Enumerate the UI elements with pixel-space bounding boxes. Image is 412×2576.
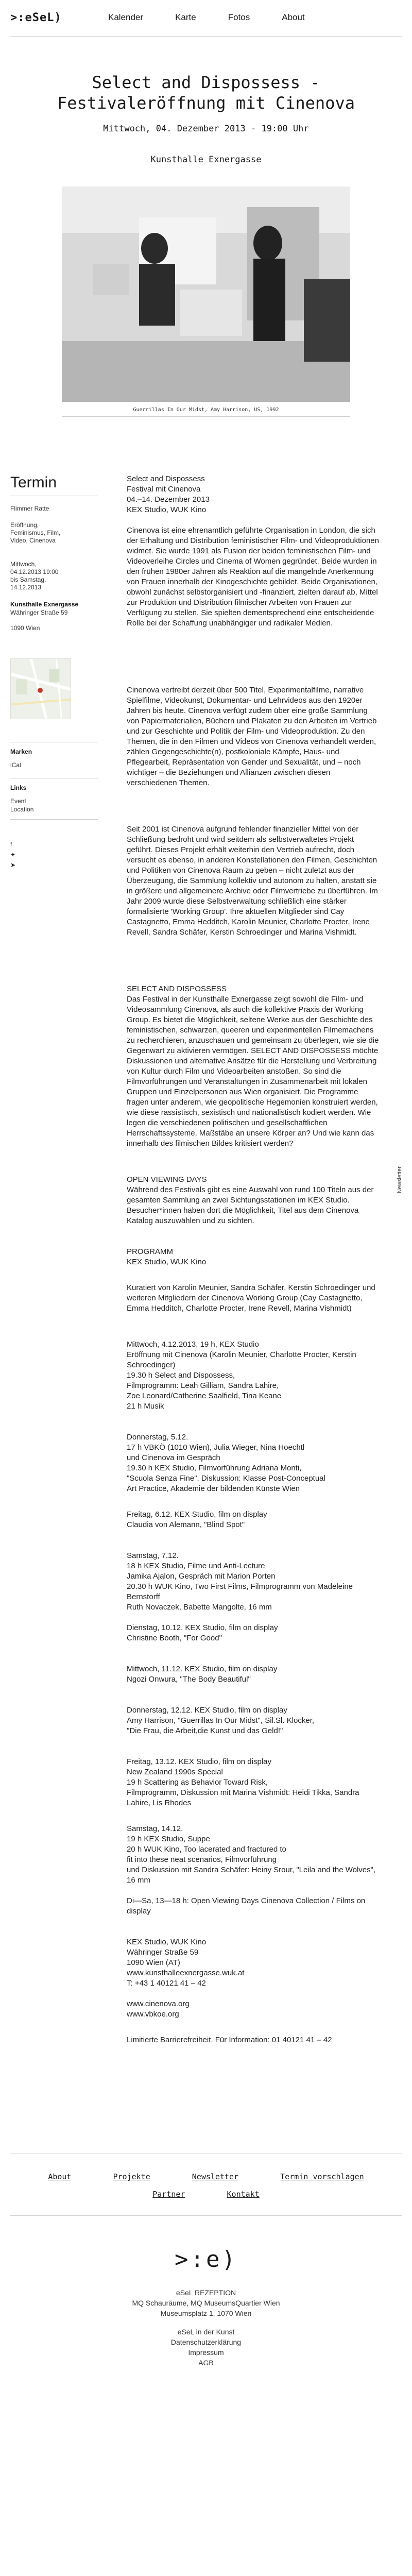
sidebar-link-location[interactable]: Location xyxy=(10,806,34,813)
photo-caption: Guerrillas In Our Midst, Amy Harrison, US, 1992 xyxy=(133,407,279,413)
footer-link-about[interactable]: About xyxy=(48,2172,72,2181)
nav-item-karte[interactable]: Karte xyxy=(175,12,196,22)
footer-meta-datenschutz[interactable]: Datenschutzerklärung xyxy=(170,2338,242,2346)
footer-org-line1: eSeL REZEPTION xyxy=(176,2289,236,2297)
location-map[interactable] xyxy=(10,658,71,719)
footer-meta-impressum[interactable]: Impressum xyxy=(188,2348,224,2357)
sidebar-dates: Mittwoch, 04.12.2013 19:00 bis Samstag, 14.12.2013 xyxy=(10,561,59,591)
article-paragraph-9: Donnerstag, 5.12. 17 h VBKÖ (1010 Wien), Julia Wieger, Nina Hoechtl und Cinenova im Gespräch 19.30 h KEX Studio, Filmvorführung Adriana Monti, "Scuola Senza Fine". Diskussion: Klasse Post-Conceptual Art Practice, Akademie der bildenden Künste Wien xyxy=(127,1433,325,1493)
article-intro: Select and Dispossess Festival mit Cinenova 04.–14. Dezember 2013 KEX Studio, WUK Kino xyxy=(127,474,210,514)
event-title xyxy=(21,72,391,113)
nav-item-fotos[interactable]: Fotos xyxy=(228,12,250,22)
footer-link-newsletter[interactable]: Newsletter xyxy=(192,2172,239,2181)
article-paragraph-2: Cinenova vertreibt derzeit über 500 Titel, Experimentalfilme, narrative Spielfilme, Videokunst, Dokumentar- und Lehrvideos aus den 1920er Jahren bis heute. Cinenova verfügt zudem über eine große Sammlung von Papiermaterialien, Büchern und Plakaten zu den Arbeiten im Vertrieb und zur Geschichte und Politik der Film- und Videoproduktion. Zu den Themen, die in den Filmen und Videos von Cinenova verhandelt werden, zählen Gegengeschichte(n), postkoloniale Kämpfe, Haus- und Pflegearbeit, Repräsentation von Gender und Sexualität, und – noch wichtiger – die Beziehungen und Allianzen zwischen diesen verschiedenen Themen. xyxy=(127,686,377,787)
event-photo xyxy=(62,187,350,402)
sidebar-markers-label: Marken xyxy=(10,748,32,755)
sidebar-location-addr1: Währinger Straße 59 xyxy=(10,609,68,616)
article-paragraph-15: Freitag, 13.12. KEX Studio, film on display New Zealand 1990s Special 19 h Scattering as Behavior Toward Risk, Filmprogramm, Diskussion mit Marina Vishmidt: Heidi Tikka, Sandra Lahire, Lis Rhodes xyxy=(127,1757,359,1807)
article-paragraph-4: SELECT AND DISPOSSESS Das Festival in der Kunsthalle Exnergasse zeigt sowohl die Film- und Videosammlung Cinenova, als auch die kollektive Praxis der Working Group. Es bietet die Möglichkeit, seltene Werke aus der Geschichte des feministischen, schwarzen, queeren und experimentellen Filmemachens zu recherchieren, anzuschauen und gemeinsam zu überlegen, wie sie die Gegenwart zu aktivieren vermögen. SELECT AND DISPOSSESS möchte Diskussionen und alternative Ansätze für die Herstellung und Verbreitung von Kultur durch Film und Videoarbeiten anstoßen. So sind die Filmvorführungen und Veranstaltungen in Zusammenarbeit mit lokalen Gruppen und Einzelpersonen aus Wien organisiert. Die Programme fragen unter anderem, wie geopolitische Hegemonien konstruiert werden, wie diese rassistisch, sexistisch und nationalistisch kodiert werden. Wie legen die verschiedenen politischen und gesellschaftlichen Herrschaftssysteme, Maßstäbe an unsere Körper an? Und wie kann das innerhalb des filmischen Bildes kritisiert werden? xyxy=(127,985,379,1148)
twitter-icon[interactable]: ✦ xyxy=(10,851,16,858)
article-paragraph-5: OPEN VIEWING DAYS Während des Festivals gibt es eine Auswahl von rund 100 Titeln aus der gesamten Sammlung an zwei Sichtungsstationen im KEX Studio. Besucher*innen haben dort die Möglichkeit, Titel aus dem Cinenova Katalog auszuwählen und zu sichten. xyxy=(127,1175,374,1225)
footer-link-kontakt[interactable]: Kontakt xyxy=(227,2190,260,2199)
article-paragraph-20: Limitierte Barrierefreiheit. Für Information: 01 40121 41 – 42 xyxy=(127,2036,332,2044)
nav-item-kalender[interactable]: Kalender xyxy=(108,12,144,22)
footer-link-partner[interactable]: Partner xyxy=(152,2190,185,2199)
header-divider xyxy=(10,36,402,37)
event-datetime: Mittwoch, 04. Dezember 2013 - 19:00 Uhr xyxy=(103,124,309,134)
article-paragraph-16: Samstag, 14.12. 19 h KEX Studio, Suppe 20 h WUK Kino, Too lacerated and fractured to fit into these neat scenarios, Filmvorführung und Diskussion mit Sandra Schäfer: Heiny Srour, "Leila and the Wolves", 16 mm xyxy=(127,1824,376,1885)
article-paragraph-7: Kuratiert von Karolin Meunier, Sandra Schäfer, Kerstin Schroedinger und weiteren Mitgliedern der Cinenova Working Group (Cay Castagnetto, Emma Hedditch, Charlotte Procter, Irene Revell, Marina Vishmidt) xyxy=(127,1283,375,1313)
sidebar-category[interactable]: Flimmer Ratte xyxy=(10,505,49,512)
sidebar-markers-value[interactable]: iCal xyxy=(10,761,21,769)
event-title-line2: Festivaleröffnung mit Cinenova xyxy=(57,93,355,113)
footer-logo[interactable]: >:e) xyxy=(175,2246,237,2273)
footer-links-row2 xyxy=(0,2190,412,2199)
footer-link-projekte[interactable]: Projekte xyxy=(113,2172,150,2181)
site-logo[interactable]: >:eSeL) xyxy=(10,11,62,24)
article-paragraph-3: Seit 2001 ist Cinenova aufgrund fehlender finanzieller Mittel von der Schließung bedroht und wird seitdem als selbstverwaltetes Projekt geführt. Dieses Projekt erhält weiterhin den Vertrieb aufrecht, doch versucht es ebenso, in anderen Konstellationen den Filmen, Geschichten und Politiken von Cinenova Raum zu geben – nicht zuletzt aus der Überzeugung, die Sammlung kollektiv und autonom zu halten, anstatt sie in größere und allgemeinere Archive oder Filmvertriebe zu überführen. Im Jahr 2009 wurde diese Selbstverwaltung schließlich eine stärker formalisierte 'Working Group'. Ihre aktuellen Mitglieder sind Cay Castagnetto, Emma Hedditch, Karolin Meunier, Charlotte Procter, Irene Revell, Sandra Schäfer, Kerstin Schroedinger und Marina Vishmidt. xyxy=(127,825,378,937)
share-icon[interactable]: ➤ xyxy=(10,861,16,869)
sidebar-location-addr2: 1090 Wien xyxy=(10,624,40,632)
sidebar-location-name[interactable]: Kunsthalle Exnergasse xyxy=(10,601,79,608)
newsletter-tab[interactable]: Newsletter xyxy=(397,1166,403,1193)
sidebar-links-label: Links xyxy=(10,784,27,791)
article-paragraph-14: Donnerstag, 12.12. KEX Studio, film on display Amy Harrison, "Guerrillas In Our Midst", Sil.Sl. Klocker, "Die Frau, die Arbeit,die Kunst und das Geld!" xyxy=(127,1706,315,1735)
article-paragraph-1: Cinenova ist eine ehrenamtlich geführte Organisation in London, die sich der Erhaltung und Distribution feministischer Film- und Videoproduktionen widmet. Sie wurde 1991 als Fusion der beiden feministischen Film- und Videoverleihe Circles und Cinema of Women gegründet. Beide wurden in den frühen 1980er Jahren als Reaktion auf die mangelnde Anerkennung von Frauen innerhalb der Kinogeschichte gebildet. Beide Organisationen, obwohl zunächst selbstorganisiert und -finanziert, zielten darauf ab, Mittel zur Produktion und Distribution filmischer Arbeiten von Frauen zur Verfügung zu stellen. Sie spielten dementsprechend eine entscheidende Rolle bei der Schaffung unabhängiger und radikaler Medien. xyxy=(127,526,379,628)
article-paragraph-13: Mittwoch, 11.12. KEX Studio, film on display Ngozi Onwura, "The Body Beautiful" xyxy=(127,1665,278,1684)
event-title-line1: Select and Dispossess - xyxy=(92,73,320,92)
sidebar-tags[interactable]: Eröffnung, Feminismus, Film, Video, Cinenova xyxy=(10,521,61,544)
footer-org-line2: MQ Schauräume, MQ MuseumsQuartier Wien xyxy=(132,2299,280,2307)
footer-links-row1 xyxy=(0,2172,412,2181)
footer-meta-agb[interactable]: AGB xyxy=(198,2359,214,2367)
footer-org-line3: Museumsplatz 1, 1070 Wien xyxy=(160,2309,252,2317)
top-navigation xyxy=(0,0,412,36)
article-paragraph-10: Freitag, 6.12. KEX Studio, film on display Claudia von Alemann, "Blind Spot" xyxy=(127,1510,267,1529)
main-nav xyxy=(108,12,305,23)
article-paragraph-19: www.cinenova.org www.vbkoe.org xyxy=(127,1999,190,2019)
caption-divider xyxy=(62,416,350,417)
article-paragraph-12: Dienstag, 10.12. KEX Studio, film on display Christine Booth, "For Good" xyxy=(127,1623,278,1642)
sidebar-link-event[interactable]: Event xyxy=(10,798,26,805)
footer-link-termin[interactable]: Termin vorschlagen xyxy=(280,2172,364,2181)
footer-meta-esel-kunst[interactable]: eSeL in der Kunst xyxy=(177,2328,235,2336)
event-venue[interactable]: Kunsthalle Exnergasse xyxy=(150,155,262,165)
article-paragraph-11: Samstag, 7.12. 18 h KEX Studio, Filme und Anti-Lecture Jamika Ajalon, Gespräch mit Marion Porten 20.30 h WUK Kino, Two First Films, Filmprogramm von Madeleine Bernstorff Ruth Novaczek, Babette Mangolte, 16 mm xyxy=(127,1551,353,1612)
article-paragraph-18: KEX Studio, WUK Kino Währinger Straße 59 1090 Wien (AT) www.kunsthalleexnergasse.wuk.at T: +43 1 40121 41 – 42 xyxy=(127,1938,245,1988)
article-paragraph-8: Mittwoch, 4.12.2013, 19 h, KEX Studio Eröffnung mit Cinenova (Karolin Meunier, Charlotte Procter, Kerstin Schroedinger) 19.30 h Select and Dispossess, Filmprogramm: Leah Gilliam, Sandra Lahire, Zoe Leonard/Catherine Saalfield, Tina Keane 21 h Musik xyxy=(127,1340,356,1411)
article-paragraph-17: Di—Sa, 13—18 h: Open Viewing Days Cinenova Collection / Films on display xyxy=(127,1896,366,1916)
article-paragraph-6: PROGRAMM KEX Studio, WUK Kino xyxy=(127,1247,207,1266)
nav-item-about[interactable]: About xyxy=(282,12,305,22)
sidebar-heading: Termin xyxy=(10,474,57,491)
sidebar-divider-4 xyxy=(10,819,98,820)
footer-divider-2 xyxy=(10,2215,402,2216)
facebook-icon[interactable]: f xyxy=(10,841,12,848)
